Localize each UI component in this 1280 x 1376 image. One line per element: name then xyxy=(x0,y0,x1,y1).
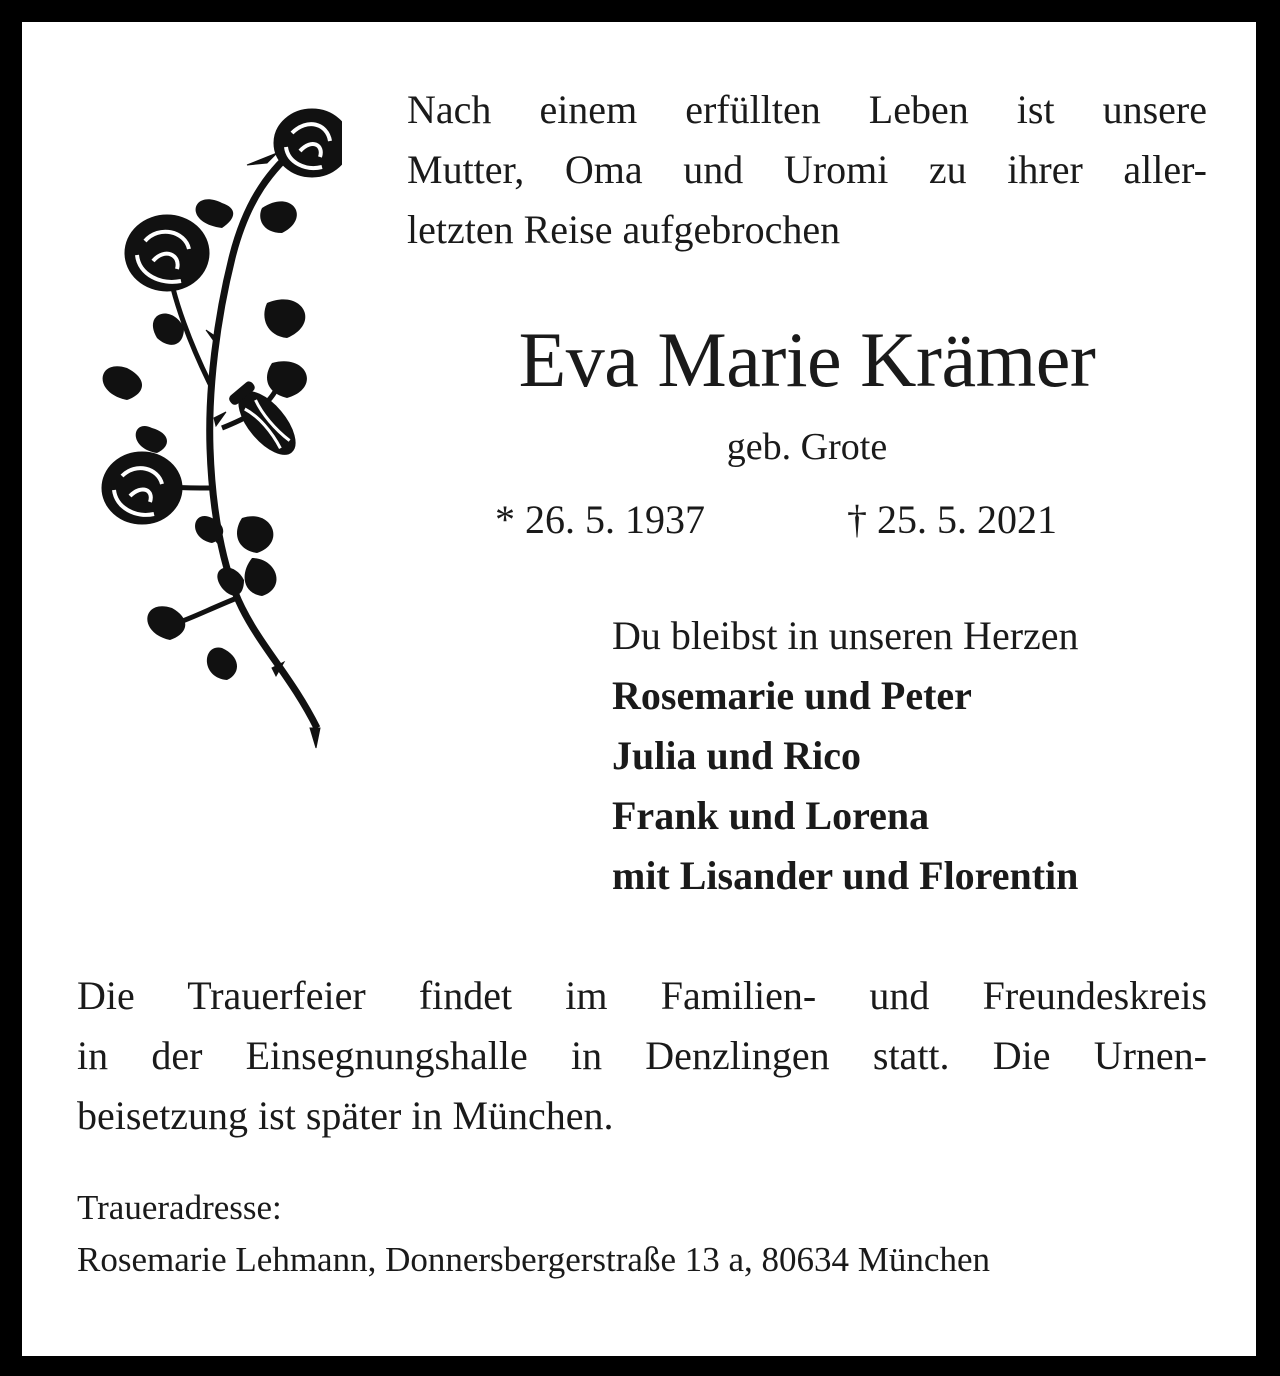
mourners-block xyxy=(612,606,1232,906)
ceremony-line: beisetzung ist später in München. xyxy=(77,1093,614,1138)
motto: Du bleibst in unseren Herzen xyxy=(612,613,1079,658)
mourner-line: Julia und Rico xyxy=(612,733,861,778)
intro-line: Nach einem erfüllten Leben ist unsere xyxy=(407,87,1207,132)
deceased-name: Eva Marie Krämer xyxy=(518,316,1096,403)
address-label: Traueradresse: xyxy=(77,1188,282,1227)
ceremony-line: in der Einsegnungshalle in Denzlingen statt. Die Urnen- xyxy=(77,1033,1207,1078)
ceremony-line: Die Trauerfeier findet im Familien- und Freundeskreis xyxy=(77,973,1207,1018)
obituary-notice xyxy=(22,22,1256,1356)
rose-branch-icon xyxy=(72,88,342,768)
death-date: † 25. 5. 2021 xyxy=(847,497,1057,542)
intro-line: letzten Reise aufgebrochen xyxy=(407,207,841,252)
mourning-address xyxy=(77,1182,1207,1286)
mourner-line: Rosemarie und Peter xyxy=(612,673,972,718)
ceremony-text xyxy=(77,966,1207,1146)
birth-name: geb. Grote xyxy=(726,426,888,468)
intro-text xyxy=(407,80,1207,260)
mourner-line: mit Lisander und Florentin xyxy=(612,853,1079,898)
intro-line: Mutter, Oma und Uromi zu ihrer aller- xyxy=(407,147,1207,192)
address-line: Rosemarie Lehmann, Donnersbergerstraße 13 a, 80634 München xyxy=(77,1240,990,1279)
birth-date: * 26. 5. 1937 xyxy=(495,497,705,542)
mourner-line: Frank und Lorena xyxy=(612,793,930,838)
